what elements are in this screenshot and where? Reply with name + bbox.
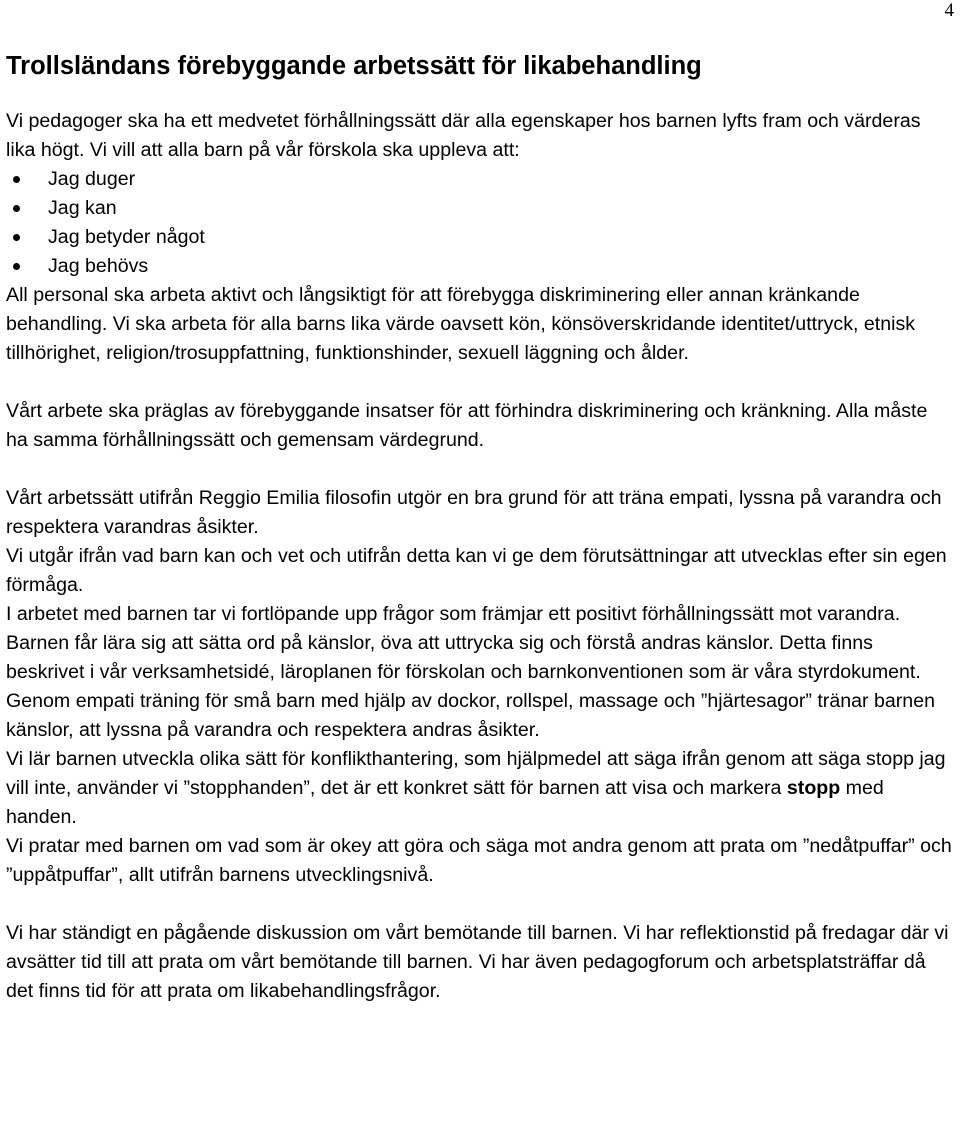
stop-emphasis: stopp — [786, 777, 841, 799]
words-paragraph: Vi pratar med barnen om vad som är okey att göra och säga mot andra genom att prata om ”nedåtpuffar” och ”uppåtpuffar”, allt utifrån barnens utvecklingsnivå. — [6, 835, 952, 886]
questions-paragraph: I arbetet med barnen tar vi fortlöpande upp frågor som främjar ett positivt förhållningssätt mot varandra. Barnen får lära sig att sätta ord på känslor, öva att uttrycka sig och förstå andras känslor. Detta finns beskrivet i vår verksamhetsidé, läroplanen för förskolan och barnkonventionen som är våra styrdokument. — [6, 603, 921, 683]
conflict-text-start: Vi lär barnen utveckla olika sätt för konflikthantering, som hjälpmedel att säga ifrån genom att säga stopp jag vill inte, använder vi ”stopphanden”, det är ett konkret sätt för barnen att visa och markera — [6, 748, 946, 799]
discussion-paragraph: Vi har ständigt en pågående diskussion om vårt bemötande till barnen. Vi har reflektionstid på fredagar där vi avsätter tid till att prata om vårt bemötande till barnen. Vi har även pedagogforum och arbetsplatsträffar då det finns tid för att prata om likabehandlingsfrågor. — [6, 922, 949, 1002]
list-item: Jag duger — [6, 165, 954, 194]
experience-list — [6, 165, 954, 281]
list-item: Jag behövs — [6, 252, 954, 281]
empathy-paragraph: Genom empati träning för små barn med hjälp av dockor, rollspel, massage och ”hjärtesagor” tränar barnen känslor, att lyssna på varandra och respektera andras åsikter. — [6, 690, 935, 741]
prevention-paragraph: Vårt arbete ska präglas av förebyggande insatser för att förhindra diskriminering och kränkning. Alla måste ha samma förhållningssätt och gemensam värdegrund. — [6, 400, 928, 451]
conflict-text-end: med handen. — [6, 777, 884, 828]
list-item: Jag kan — [6, 194, 954, 223]
page-number: 4 — [944, 0, 954, 21]
conflict-paragraph — [6, 745, 954, 832]
page-title: Trollsländans förebyggande arbetssätt för likabehandling — [6, 52, 702, 80]
ability-paragraph: Vi utgår ifrån vad barn kan och vet och utifrån detta kan vi ge dem förutsättningar att utvecklas efter sin egen förmåga. — [6, 545, 947, 596]
staff-paragraph: All personal ska arbeta aktivt och långsiktigt för att förebygga diskriminering eller annan kränkande behandling. Vi ska arbeta för alla barns lika värde oavsett kön, könsöverskridande identitet/uttryck, etnisk tillhörighet, religion/trosuppfattning, funktionshinder, sexuell läggning och ålder. — [6, 284, 916, 364]
intro-paragraph: Vi pedagoger ska ha ett medvetet förhållningssätt där alla egenskaper hos barnen lyfts fram och värderas lika högt. Vi vill att alla barn på vår förskola ska uppleva att: — [6, 110, 921, 161]
reggio-paragraph: Vårt arbetssätt utifrån Reggio Emilia filosofin utgör en bra grund för att träna empati, lyssna på varandra och respektera varandras åsikter. — [6, 487, 942, 538]
document-body — [6, 46, 954, 1006]
list-item: Jag betyder något — [6, 223, 954, 252]
